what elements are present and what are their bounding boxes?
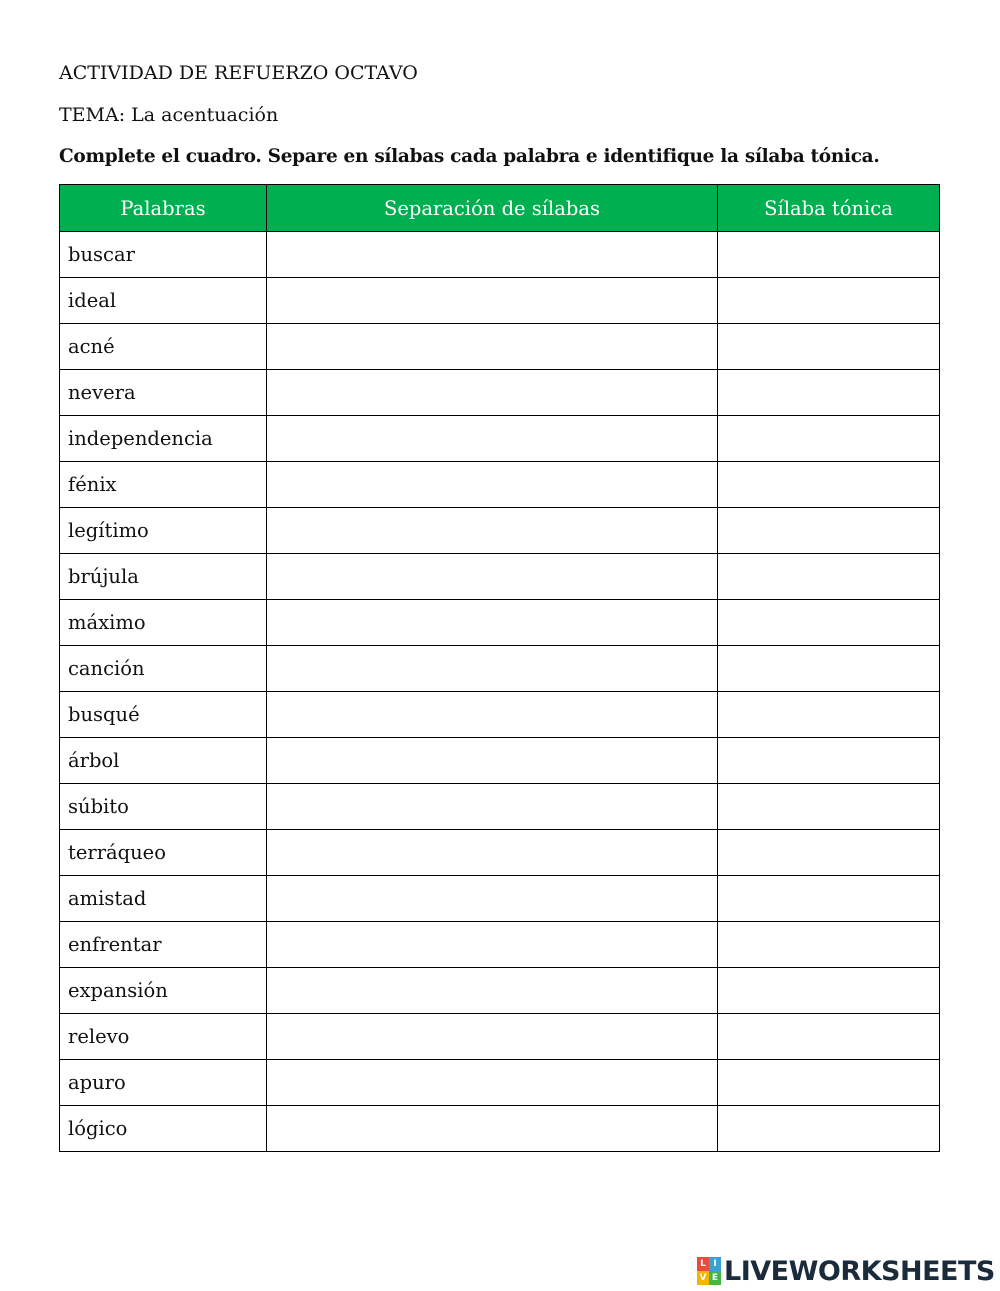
topic-label: TEMA: [59, 104, 126, 126]
word-cell: expansión [60, 968, 267, 1014]
tonic-syllable-cell[interactable] [718, 554, 940, 600]
column-header-separation: Separación de sílabas [267, 185, 718, 232]
syllable-separation-cell[interactable] [267, 1014, 718, 1060]
table-row [60, 278, 940, 324]
topic-value: La acentuación [125, 104, 279, 126]
logo-badge-letter: I [709, 1257, 721, 1271]
tonic-syllable-cell[interactable] [718, 784, 940, 830]
word-cell: terráqueo [60, 830, 267, 876]
word-cell: relevo [60, 1014, 267, 1060]
tonic-syllable-cell[interactable] [718, 1106, 940, 1152]
logo-badge-letter: E [709, 1271, 721, 1285]
syllable-table [59, 184, 940, 1152]
table-row [60, 462, 940, 508]
word-cell: canción [60, 646, 267, 692]
word-cell: acné [60, 324, 267, 370]
table-row [60, 784, 940, 830]
table-row [60, 692, 940, 738]
table-row [60, 508, 940, 554]
syllable-separation-cell[interactable] [267, 508, 718, 554]
syllable-separation-cell[interactable] [267, 600, 718, 646]
logo-badge-icon [697, 1257, 721, 1285]
table-row [60, 830, 940, 876]
word-cell: fénix [60, 462, 267, 508]
column-header-tonic: Sílaba tónica [718, 185, 940, 232]
tonic-syllable-cell[interactable] [718, 646, 940, 692]
syllable-separation-cell[interactable] [267, 462, 718, 508]
syllable-separation-cell[interactable] [267, 370, 718, 416]
logo-badge-letter: V [697, 1271, 709, 1285]
table-row [60, 922, 940, 968]
tonic-syllable-cell[interactable] [718, 416, 940, 462]
tonic-syllable-cell[interactable] [718, 876, 940, 922]
word-cell: busqué [60, 692, 267, 738]
table-row [60, 1106, 940, 1152]
tonic-syllable-cell[interactable] [718, 1060, 940, 1106]
liveworksheets-logo [697, 1255, 995, 1287]
syllable-separation-cell[interactable] [267, 830, 718, 876]
syllable-separation-cell[interactable] [267, 876, 718, 922]
tonic-syllable-cell[interactable] [718, 462, 940, 508]
topic-line [59, 104, 278, 126]
word-cell: amistad [60, 876, 267, 922]
tonic-syllable-cell[interactable] [718, 278, 940, 324]
tonic-syllable-cell[interactable] [718, 830, 940, 876]
syllable-separation-cell[interactable] [267, 692, 718, 738]
tonic-syllable-cell[interactable] [718, 600, 940, 646]
tonic-syllable-cell[interactable] [718, 508, 940, 554]
page-title: ACTIVIDAD DE REFUERZO OCTAVO [59, 62, 418, 84]
syllable-separation-cell[interactable] [267, 278, 718, 324]
syllable-separation-cell[interactable] [267, 416, 718, 462]
syllable-separation-cell[interactable] [267, 324, 718, 370]
word-cell: legítimo [60, 508, 267, 554]
table-row [60, 1060, 940, 1106]
table-row [60, 646, 940, 692]
word-cell: independencia [60, 416, 267, 462]
table-row [60, 876, 940, 922]
table-row [60, 1014, 940, 1060]
table-row [60, 554, 940, 600]
word-cell: máximo [60, 600, 267, 646]
word-cell: buscar [60, 232, 267, 278]
syllable-separation-cell[interactable] [267, 968, 718, 1014]
table-row [60, 416, 940, 462]
word-cell: ideal [60, 278, 267, 324]
logo-badge-letter: L [697, 1257, 709, 1271]
table-row [60, 600, 940, 646]
syllable-separation-cell[interactable] [267, 1060, 718, 1106]
word-cell: súbito [60, 784, 267, 830]
syllable-separation-cell[interactable] [267, 232, 718, 278]
word-cell: brújula [60, 554, 267, 600]
syllable-separation-cell[interactable] [267, 738, 718, 784]
table-row [60, 324, 940, 370]
column-header-words: Palabras [60, 185, 267, 232]
tonic-syllable-cell[interactable] [718, 692, 940, 738]
table-row [60, 370, 940, 416]
syllable-separation-cell[interactable] [267, 554, 718, 600]
tonic-syllable-cell[interactable] [718, 968, 940, 1014]
syllable-separation-cell[interactable] [267, 784, 718, 830]
tonic-syllable-cell[interactable] [718, 738, 940, 784]
word-cell: árbol [60, 738, 267, 784]
word-cell: apuro [60, 1060, 267, 1106]
tonic-syllable-cell[interactable] [718, 922, 940, 968]
tonic-syllable-cell[interactable] [718, 232, 940, 278]
tonic-syllable-cell[interactable] [718, 324, 940, 370]
table-row [60, 232, 940, 278]
table-row [60, 738, 940, 784]
tonic-syllable-cell[interactable] [718, 1014, 940, 1060]
table-body [60, 232, 940, 1152]
syllable-separation-cell[interactable] [267, 1106, 718, 1152]
table-row [60, 968, 940, 1014]
instructions: Complete el cuadro. Separe en sílabas cada palabra e identifique la sílaba tónica. [59, 146, 880, 167]
tonic-syllable-cell[interactable] [718, 370, 940, 416]
table-header-row [60, 185, 940, 232]
word-cell: enfrentar [60, 922, 267, 968]
word-cell: nevera [60, 370, 267, 416]
logo-text: LIVEWORKSHEETS [724, 1255, 995, 1287]
syllable-separation-cell[interactable] [267, 646, 718, 692]
syllable-separation-cell[interactable] [267, 922, 718, 968]
word-cell: lógico [60, 1106, 267, 1152]
